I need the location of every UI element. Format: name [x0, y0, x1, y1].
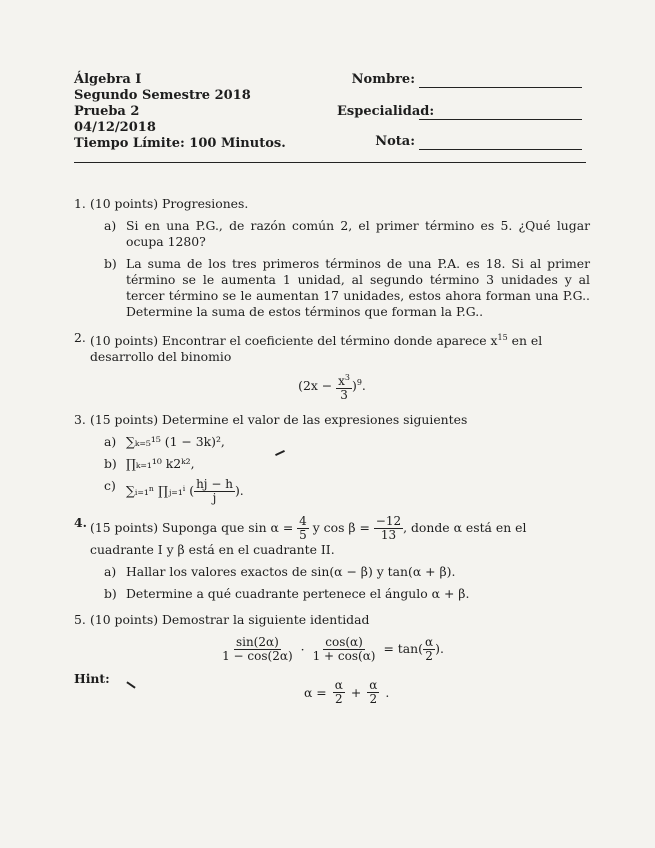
frac-num-exp: 3: [344, 373, 350, 383]
fraction: [194, 478, 235, 505]
frac-num: α: [425, 635, 434, 650]
part-text: ∏ₖ₌₁¹⁰ k2ᵏ²,: [126, 456, 195, 472]
part-text: Hallar los valores exactos de sin(α − β) y tan(α + β).: [126, 564, 456, 580]
frac-den: 13: [380, 528, 397, 543]
question-number: 2.: [74, 330, 86, 345]
question-part: [104, 434, 590, 450]
frac-num: α: [334, 678, 343, 693]
part-text: Determine a qué cuadrante pertenece el ángulo α + β.: [126, 586, 470, 602]
question-part: [104, 456, 590, 472]
question-points: (15 points): [90, 412, 159, 428]
hint-end: .: [385, 684, 390, 700]
exam-header-info: [74, 72, 286, 152]
fraction: [297, 515, 309, 542]
question-part: [104, 478, 590, 505]
part-tag: a): [104, 564, 117, 580]
grade-line[interactable]: [419, 137, 582, 150]
frac-den: 2: [334, 692, 343, 707]
question-points: (10 points): [90, 333, 159, 349]
part-tag: c): [104, 478, 116, 494]
frac-num: α: [369, 678, 378, 693]
questions: [74, 196, 590, 716]
part-tag: a): [104, 218, 117, 233]
identity-end: ).: [435, 641, 444, 657]
part-tag: a): [104, 434, 117, 450]
question-number: 5.: [74, 612, 86, 628]
fraction: [220, 636, 295, 663]
name-label: Nombre:: [351, 72, 415, 87]
specialty-field[interactable]: [337, 104, 582, 120]
binomial-expression: [74, 371, 590, 402]
fraction: [336, 371, 352, 402]
frac-num: cos(α): [325, 635, 363, 650]
hint-lhs: α =: [304, 684, 327, 700]
question-number: 4.: [74, 515, 87, 531]
frac-den: 5: [299, 528, 307, 543]
binomial-end: .: [361, 378, 366, 394]
question-part: [104, 586, 590, 602]
question-text: Progresiones.: [162, 196, 249, 211]
name-line[interactable]: [419, 75, 582, 88]
part-text-start: ∑ᵢ₌₁ⁿ ∏ⱼ₌₁ⁱ (: [126, 483, 195, 499]
question-points: (10 points): [90, 612, 159, 628]
course-title: Álgebra I: [74, 72, 142, 87]
hint: [74, 671, 590, 706]
semester: Segundo Semestre 2018: [74, 88, 251, 103]
part-text: ∑ₖ₌₅¹⁵ (1 − 3k)²,: [126, 434, 225, 450]
hint-expression: [304, 679, 389, 706]
frac-num: hj − h: [196, 477, 233, 492]
specialty-line[interactable]: [419, 107, 582, 120]
question-4: [74, 515, 590, 602]
question-3: [74, 412, 590, 505]
frac-num: x: [338, 374, 345, 389]
grade-label: Nota:: [375, 134, 415, 149]
hint-label: Hint:: [74, 671, 110, 687]
part-text: Si en una P.G., de razón común 2, el primer término es 5. ¿Qué lugar ocupa 1280?: [126, 218, 590, 249]
part-tag: b): [104, 456, 117, 472]
question-text: Demostrar la siguiente identidad: [162, 612, 370, 628]
header-divider: [74, 162, 586, 163]
part-text: [126, 478, 590, 505]
part-tag: b): [104, 586, 117, 602]
frac-num: 4: [299, 514, 307, 529]
question-2: [74, 330, 590, 402]
fraction: [311, 636, 378, 663]
binomial-close: ): [351, 378, 357, 394]
equals-tan: = tan(: [383, 641, 423, 657]
identity-expression: [74, 636, 590, 663]
frac-num: sin(2α): [235, 635, 279, 650]
question-text: Determine el valor de las expresiones siguientes: [162, 412, 468, 428]
part-tag: b): [104, 256, 117, 271]
binomial-power: 9: [356, 378, 362, 387]
fraction: [423, 636, 435, 663]
frac-den: j: [212, 491, 217, 506]
question-5: [74, 612, 590, 706]
frac-num: −12: [375, 514, 402, 529]
exponent: 15: [497, 333, 508, 342]
exam-date: 04/12/2018: [74, 120, 156, 135]
question-points: (15 points): [90, 520, 159, 536]
operator: ·: [300, 641, 305, 657]
time-limit: Tiempo Límite: 100 Minutos.: [74, 136, 286, 151]
question-points: (10 points): [90, 196, 159, 211]
frac-den: 1 + cos(α): [312, 649, 376, 664]
question-text: Suponga que sin α =: [162, 520, 298, 536]
question-number: 1.: [74, 196, 86, 211]
student-fields: [337, 72, 582, 150]
part-text-end: ).: [234, 483, 244, 499]
frac-den: 3: [340, 388, 348, 403]
operator: +: [350, 684, 362, 700]
question-text: y cos β =: [308, 520, 374, 536]
question-number: 3.: [74, 412, 86, 428]
frac-den: 2: [425, 649, 433, 664]
question-part: [104, 218, 590, 250]
question-part: [104, 256, 590, 320]
specialty-label: Especialidad:: [337, 104, 435, 119]
question-text: , donde α está en el cuadrante I y β está en el cuadrante II.: [90, 520, 527, 558]
question-part: [104, 564, 590, 580]
part-text: La suma de los tres primeros términos de una P.A. es 18. Si al primer término se le aumenta 1 unidad, al segundo término 3 unidades y al tercer término se le aumentan 17 unidades, estos ahora forman una P.G.. Determine la suma de estos términos que forman la P.G..: [126, 256, 590, 319]
question-text-end: en el desarrollo del binomio: [90, 333, 543, 365]
frac-den: 2: [369, 692, 378, 707]
fraction: [333, 679, 345, 706]
binomial-open: (2x −: [298, 378, 333, 394]
name-field[interactable]: [337, 72, 582, 88]
frac-den: 1 − cos(2α): [222, 649, 293, 664]
fraction: [367, 679, 379, 706]
fraction: [374, 515, 403, 542]
question-text: Encontrar el coeficiente del término donde aparece x: [162, 333, 498, 349]
question-1: [74, 196, 590, 320]
grade-field[interactable]: [337, 134, 582, 150]
exam-name: Prueba 2: [74, 104, 140, 119]
